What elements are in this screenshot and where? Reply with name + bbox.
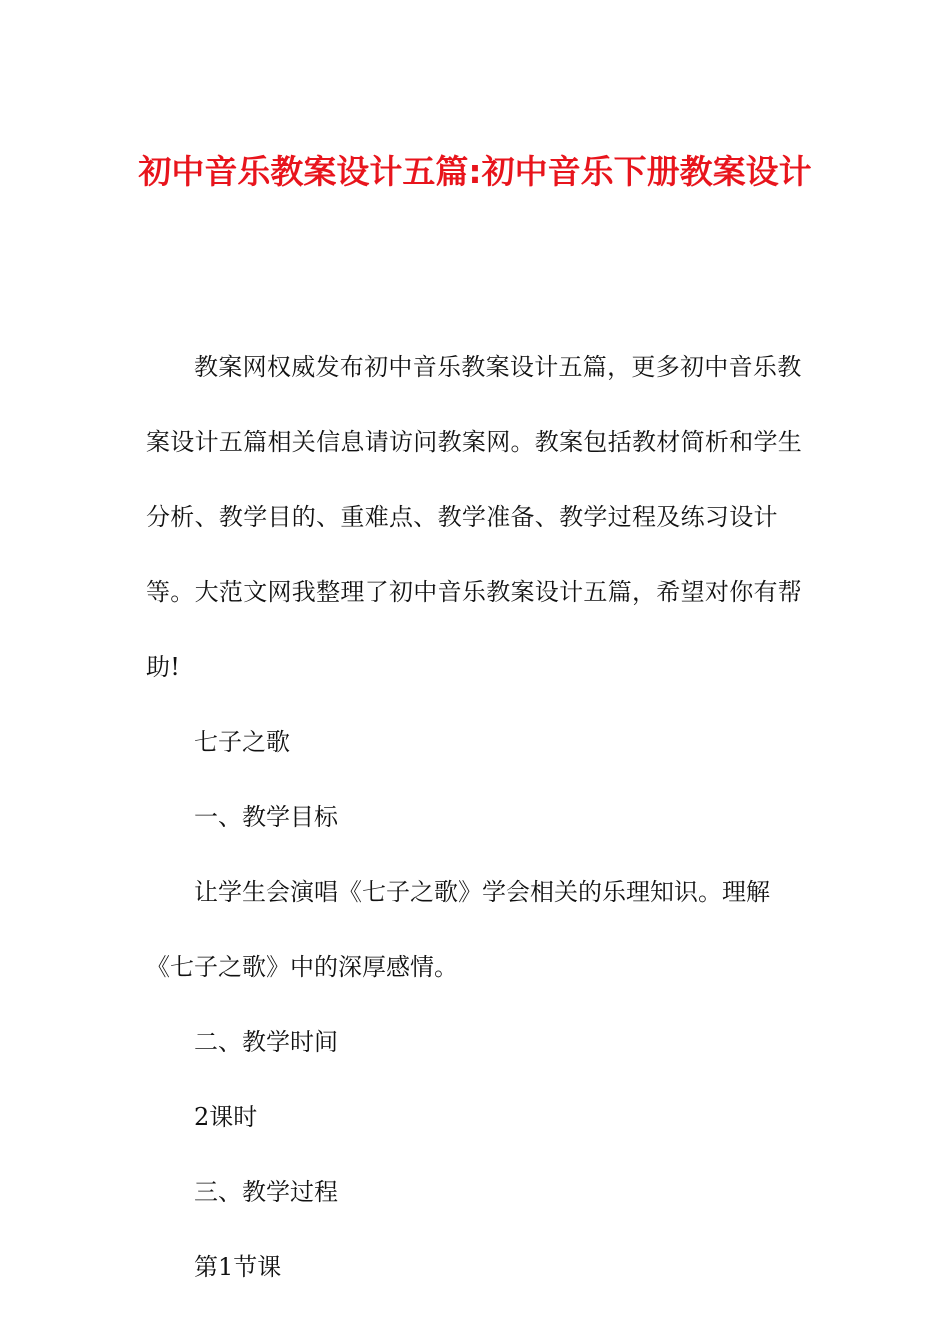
section-title-song: 七子之歌 — [194, 728, 290, 756]
heading-teaching-goals: 一、教学目标 — [194, 803, 338, 831]
teaching-time-value: 2课时 — [194, 1103, 258, 1131]
heading-teaching-time: 二、教学时间 — [194, 1028, 338, 1056]
teaching-goals-paragraph: 让学生会演唱《七子之歌》学会相关的乐理知识。理解《七子之歌》中的深厚感情。 — [146, 878, 770, 981]
intro-paragraph: 教案网权威发布初中音乐教案设计五篇，更多初中音乐教案设计五篇相关信息请访问教案网。教案包括教材简析和学生分析、教学目的、重难点、教学准备、教学过程及练习设计等。大范文网我整理了初中音乐教案设计五篇，希望对你有帮助! — [146, 353, 803, 681]
lesson-one-heading: 第1节课 — [194, 1253, 282, 1281]
document-body — [146, 330, 816, 1305]
document-title: 初中音乐教案设计五篇:初中音乐下册教案设计 — [138, 152, 812, 191]
heading-teaching-process: 三、教学过程 — [194, 1178, 338, 1206]
